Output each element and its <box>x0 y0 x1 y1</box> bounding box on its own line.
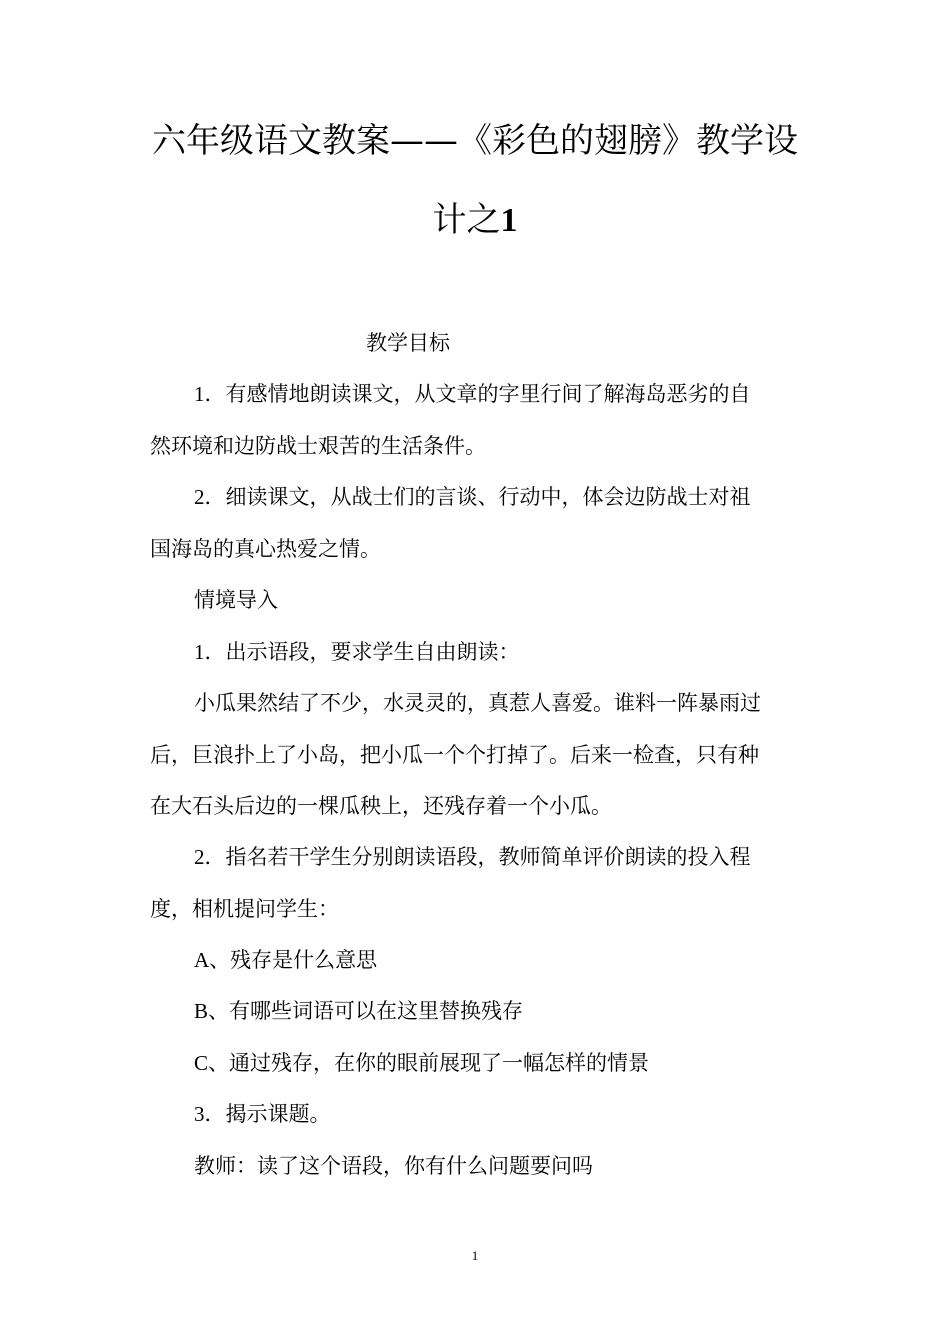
passage-line-1: 小瓜果然结了不少，水灵灵的，真惹人喜爱。谁料一阵暴雨过 <box>194 691 761 715</box>
question-c-text: 、通过残存，在你的眼前展现了一幅怎样的情景 <box>208 1051 650 1075</box>
title-text: 计之 <box>432 200 501 240</box>
goals-heading: 教学目标 <box>366 331 450 355</box>
step-3 <box>194 1100 331 1128</box>
question-b <box>194 997 523 1025</box>
step-1-number: 1 <box>194 640 205 664</box>
question-a-text: 、残存是什么意思 <box>209 948 378 972</box>
question-c-letter: C <box>194 1051 209 1075</box>
document-title-line-2 <box>150 200 800 241</box>
step-2-line-2: 度，相机提问学生： <box>150 897 339 921</box>
question-a <box>194 946 377 974</box>
question-b-text: 、有哪些词语可以在这里替换残存 <box>208 999 524 1023</box>
teacher-prompt: 教师：读了这个语段，你有什么问题要问吗 <box>194 1154 593 1178</box>
intro-heading: 情境导入 <box>194 588 278 612</box>
step-2-text: ．指名若干学生分别朗读语段，教师简单评价朗读的投入程 <box>204 845 751 869</box>
step-1-text: ．出示语段，要求学生自由朗读： <box>204 640 520 664</box>
goal-2-line-1 <box>194 483 751 511</box>
step-3-number: 3 <box>194 1102 205 1126</box>
title-number: 1 <box>500 202 518 239</box>
goal-1-line-2: 然环境和边防战士艰苦的生活条件。 <box>150 434 486 458</box>
question-c <box>194 1049 649 1077</box>
document-title-line-1: 六年级语文教案——《彩色的翅膀》教学设 <box>152 121 798 161</box>
goal-2-number: 2 <box>194 485 205 509</box>
step-2-line-1 <box>194 843 751 871</box>
step-2-number: 2 <box>194 845 205 869</box>
passage-line-3: 在大石头后边的一棵瓜秧上，还残存着一个小瓜。 <box>150 794 612 818</box>
goal-2-line-2: 国海岛的真心热爱之情。 <box>150 537 381 561</box>
question-a-letter: A <box>194 948 210 972</box>
question-b-letter: B <box>194 999 209 1023</box>
passage-line-2: 后，巨浪扑上了小岛，把小瓜一个个打掉了。后来一检查，只有种 <box>150 743 759 767</box>
goal-2-text: ．细读课文，从战士们的言谈、行动中，体会边防战士对祖 <box>204 485 751 509</box>
goal-1-number: 1 <box>194 382 205 406</box>
goal-1-text: ．有感情地朗读课文，从文章的字里行间了解海岛恶劣的自 <box>204 382 751 406</box>
step-1 <box>194 638 520 666</box>
goal-1-line-1 <box>194 380 751 408</box>
page-number: 1 <box>471 1248 479 1263</box>
step-3-text: ．揭示课题。 <box>204 1102 331 1126</box>
